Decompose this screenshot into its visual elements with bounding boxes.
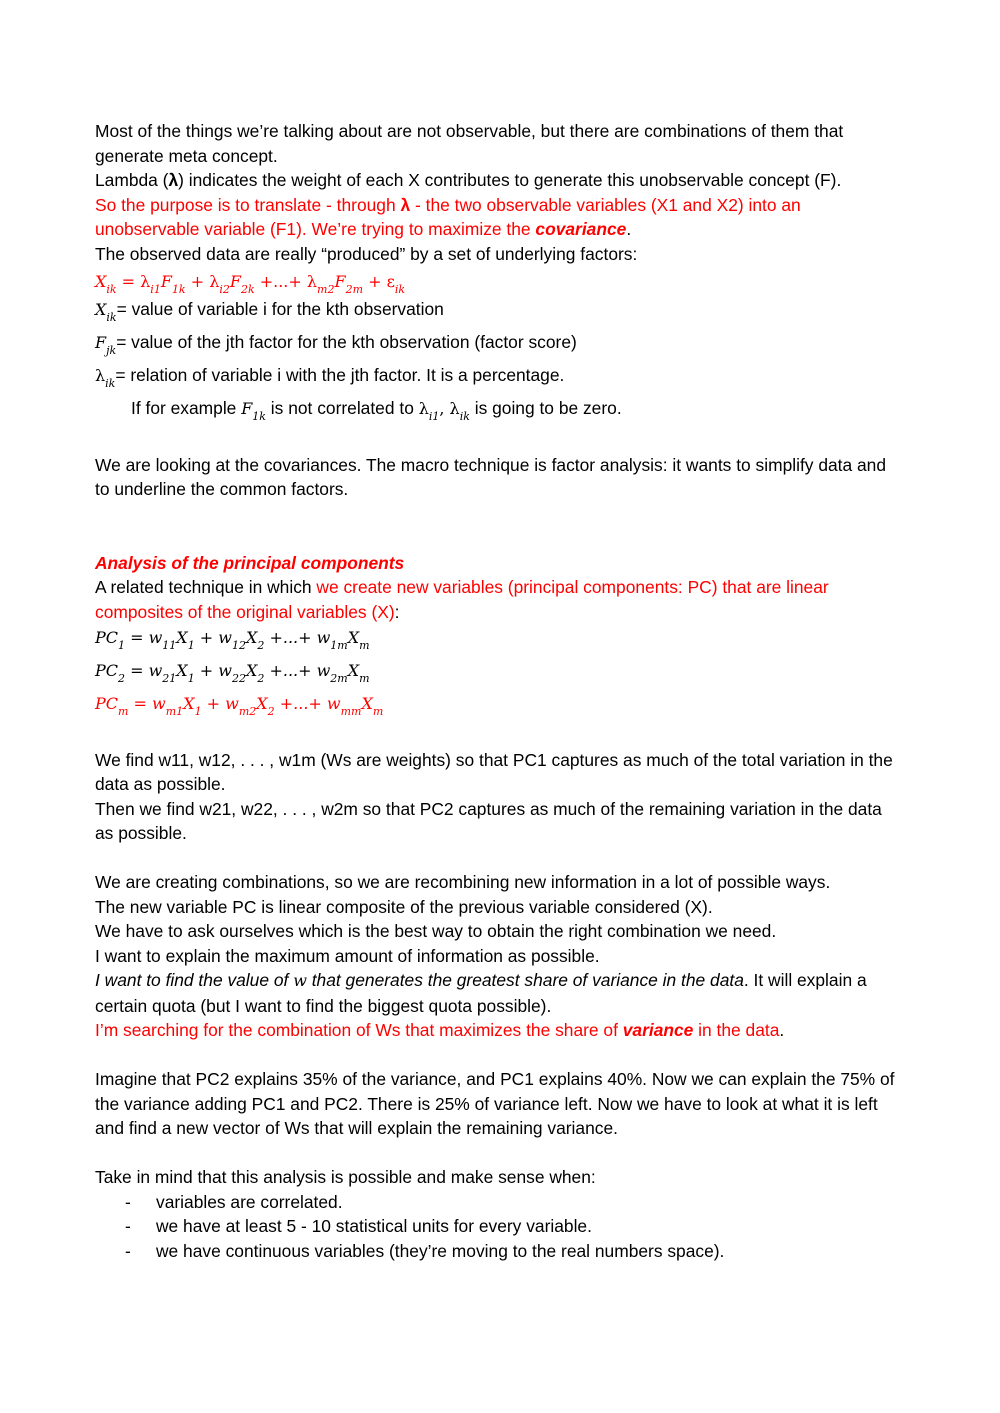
section-heading: Analysis of the principal components: [95, 552, 405, 573]
intro-paragraph: Most of the things we’re talking about are not observable, but there are combinations of them that generate meta concept.: [95, 121, 844, 166]
conditions-list: [95, 1190, 905, 1264]
imagine-paragraph: Imagine that PC2 explains 35% of the variance, and PC1 explains 40%. Now we can explain the 75% of the variance adding PC1 and PC2. There is 25% of variance left. Now we have to look at what it is left and find a new vector of Ws that will explain the remaining variance.: [95, 1069, 895, 1138]
weights-paragraph-2: Then we find w21, w22, . . . , w2m so that PC2 captures as much of the remaining variation in the data as possible.: [95, 798, 882, 843]
covariance-emphasis: covariance: [535, 219, 627, 239]
conditions-intro: Take in mind that this analysis is possible and make sense when:: [95, 1167, 596, 1187]
combinations-line-4: I want to explain the maximum amount of information as possible.: [95, 945, 600, 966]
spacer: [95, 723, 905, 748]
combinations-line-5: I want to find the value of w that generates the greatest share of variance in the data. It will explain a certain quota (but I want to find the biggest quota possible).: [95, 970, 867, 1016]
list-item: - variables are correlated.: [125, 1191, 343, 1212]
pca-intro-paragraph: A related technique in which we create new variables (principal components: PC) that are linear composites of the original variables (X):: [95, 577, 829, 622]
definition-example: If for example $F_{1k}$ is not correlated to $\lambda_{i1}$, $\lambda_{ik}$ is going to be zero.: [131, 398, 622, 423]
definition-lambda: $\lambda_{ik}=$ relation of variable i with the jth factor. It is a percentage.: [95, 365, 565, 390]
spacer: [95, 428, 905, 453]
spacer: [95, 1141, 905, 1166]
factor-equation: $X_{ik} = \lambda_{i1}F_{1k} + \lambda_{i2}F_{2k}$ +...+ $\lambda_{m2}F_{2m} + \varepsilon_{ik}$: [95, 272, 406, 296]
combinations-line-3: We have to ask ourselves which is the best way to obtain the right combination we need.: [95, 921, 777, 941]
lambda-symbol: λ: [168, 170, 179, 190]
combinations-line-2: The new variable PC is linear composite of the previous variable considered (X).: [95, 896, 713, 917]
combinations-line-1: We are creating combinations, so we are recombining new information in a lot of possible ways.: [95, 872, 831, 892]
list-item: - we have continuous variables (they’re moving to the real numbers space).: [125, 1240, 725, 1261]
list-item: - we have at least 5 - 10 statistical units for every variable.: [125, 1216, 592, 1236]
purpose-paragraph: So the purpose is to translate - through λ - the two observable variables (X1 and X2) into an unobservable variable (F1). We’re trying to maximize the covariance.: [95, 194, 801, 239]
spacer: [95, 1043, 905, 1068]
observed-data-paragraph: The observed data are really “produced” by a set of underlying factors:: [95, 243, 638, 264]
spacer: [95, 502, 905, 551]
document-page: [95, 119, 905, 1263]
pcm-equation: $PC_m = w_{m1}X_1 + w_{m2}X_2$ +...+ $w_{mm}X_m$: [95, 694, 384, 718]
combinations-line-6: I’m searching for the combination of Ws that maximizes the share of variance in the data.: [95, 1020, 785, 1040]
spacer: [95, 846, 905, 871]
definition-f: $F_{jk}=$ value of the jth factor for the kth observation (factor score): [95, 332, 577, 357]
definition-x: $X_{ik}=$ value of variable i for the kth observation: [95, 299, 444, 324]
covariances-paragraph: We are looking at the covariances. The macro technique is factor analysis: it wants to simplify data and to underline the common factors.: [95, 454, 887, 499]
variance-emphasis: variance: [622, 1020, 694, 1040]
pc1-equation: $PC_1 = w_{11}X_1 + w_{12}X_2$ +...+ $w_{1m}X_m$: [95, 628, 370, 652]
weights-paragraph-1: We find w11, w12, . . . , w1m (Ws are weights) so that PC1 captures as much of the total variation in the data as possible.: [95, 749, 893, 794]
lambda-paragraph: Lambda (λ) indicates the weight of each X contributes to generate this unobservable concept (F).: [95, 170, 842, 190]
pc2-equation: $PC_2 = w_{21}X_1 + w_{22}X_2$ +...+ $w_{2m}X_m$: [95, 661, 370, 685]
